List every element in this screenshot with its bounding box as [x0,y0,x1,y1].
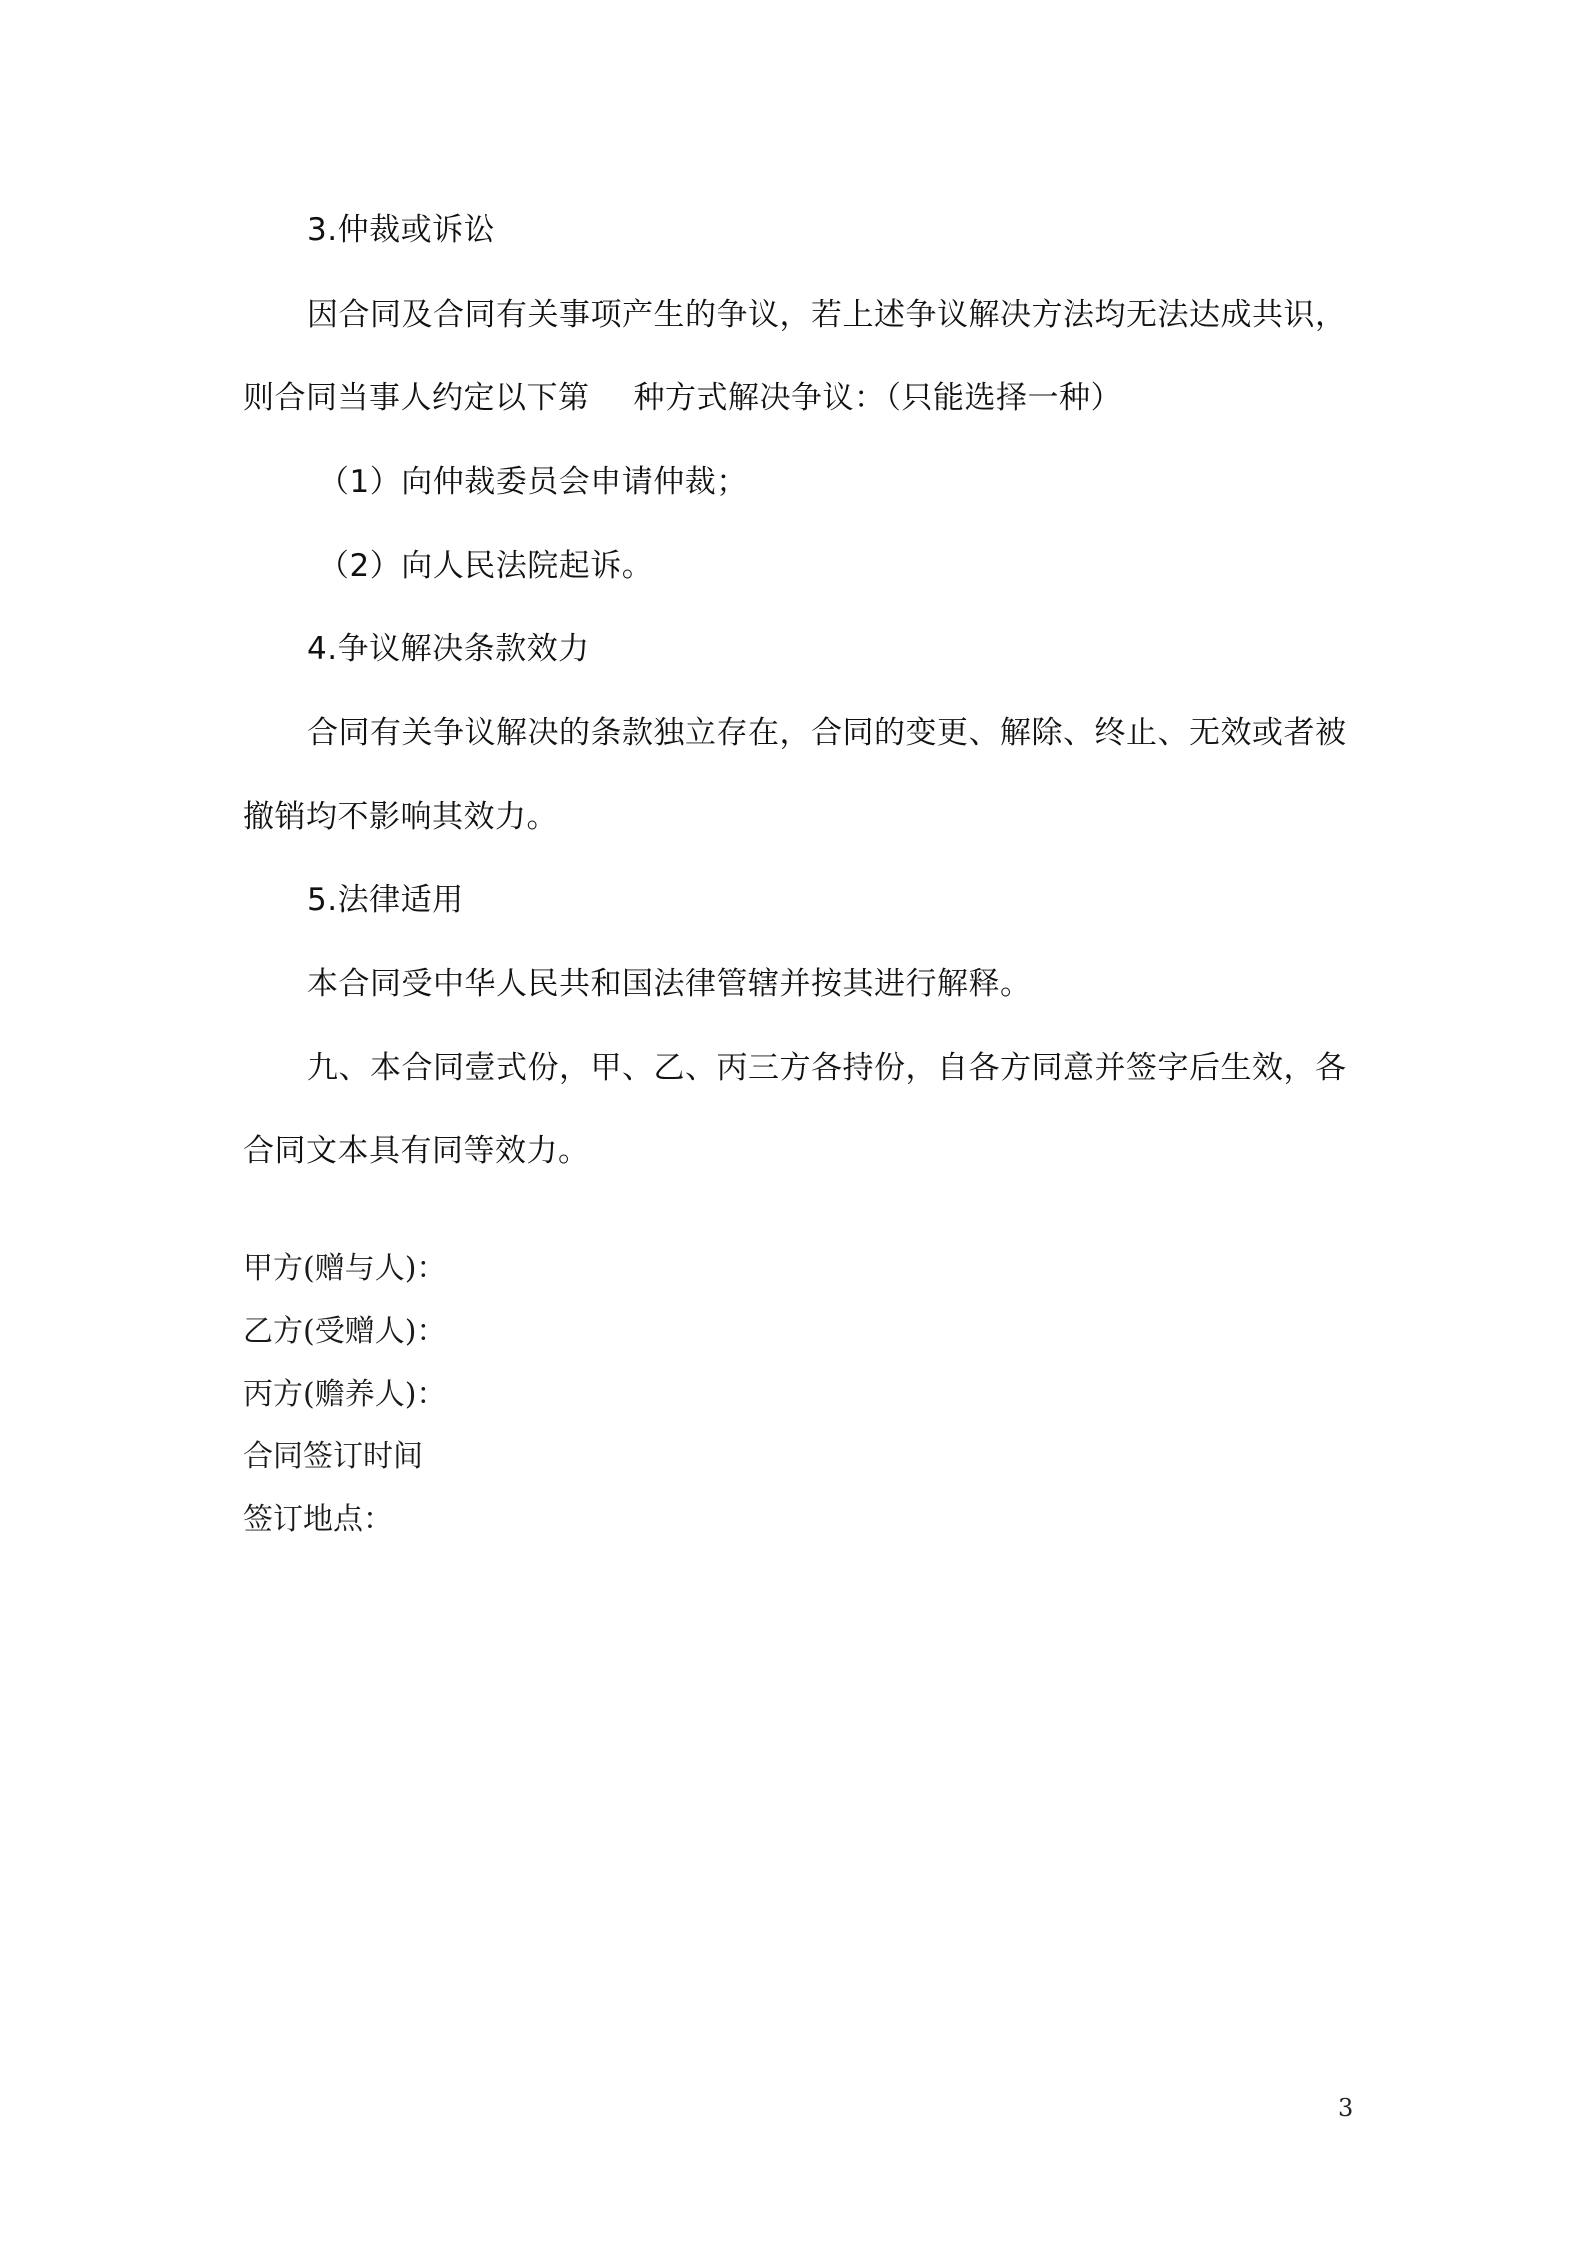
paragraph-copies-line-1: 九、本合同壹式份，甲、乙、丙三方各持份，自各方同意并签字后生效，各 [307,1050,1347,1086]
dispute-method-prefix: 则合同当事人约定以下第 [243,380,590,416]
signature-party-a: 甲方(赠与人)： [243,1251,447,1286]
dispute-method-suffix: 种方式解决争议：（只能选择一种） [633,380,1122,416]
paragraph-validity-line-1: 合同有关争议解决的条款独立存在，合同的变更、解除、终止、无效或者被 [307,715,1347,751]
paragraph-copies-line-2: 合同文本具有同等效力。 [243,1133,590,1169]
heading-arbitration-or-litigation: 3.仲裁或诉讼 [307,212,496,248]
page-number: 3 [1338,2094,1354,2122]
paragraph-validity-line-2: 撤销均不影响其效力。 [243,799,558,835]
paragraph-governing-law: 本合同受中华人民共和国法律管辖并按其进行解释。 [307,966,1032,1002]
heading-clause-validity: 4.争议解决条款效力 [307,631,590,667]
option-litigation: （2）向人民法院起诉。 [318,548,654,584]
paragraph-dispute-line-1: 因合同及合同有关事项产生的争议，若上述争议解决方法均无法达成共识， [307,297,1347,333]
paragraph-dispute-line-2 [243,378,1122,418]
signing-time: 合同签订时间 [243,1439,423,1474]
option-arbitration: （1）向仲裁委员会申请仲裁； [318,464,748,500]
heading-governing-law: 5.法律适用 [307,882,464,918]
signature-party-c: 丙方(赡养人)： [243,1377,447,1412]
signing-place: 签订地点： [243,1502,393,1537]
signature-party-b: 乙方(受赠人)： [243,1314,447,1349]
